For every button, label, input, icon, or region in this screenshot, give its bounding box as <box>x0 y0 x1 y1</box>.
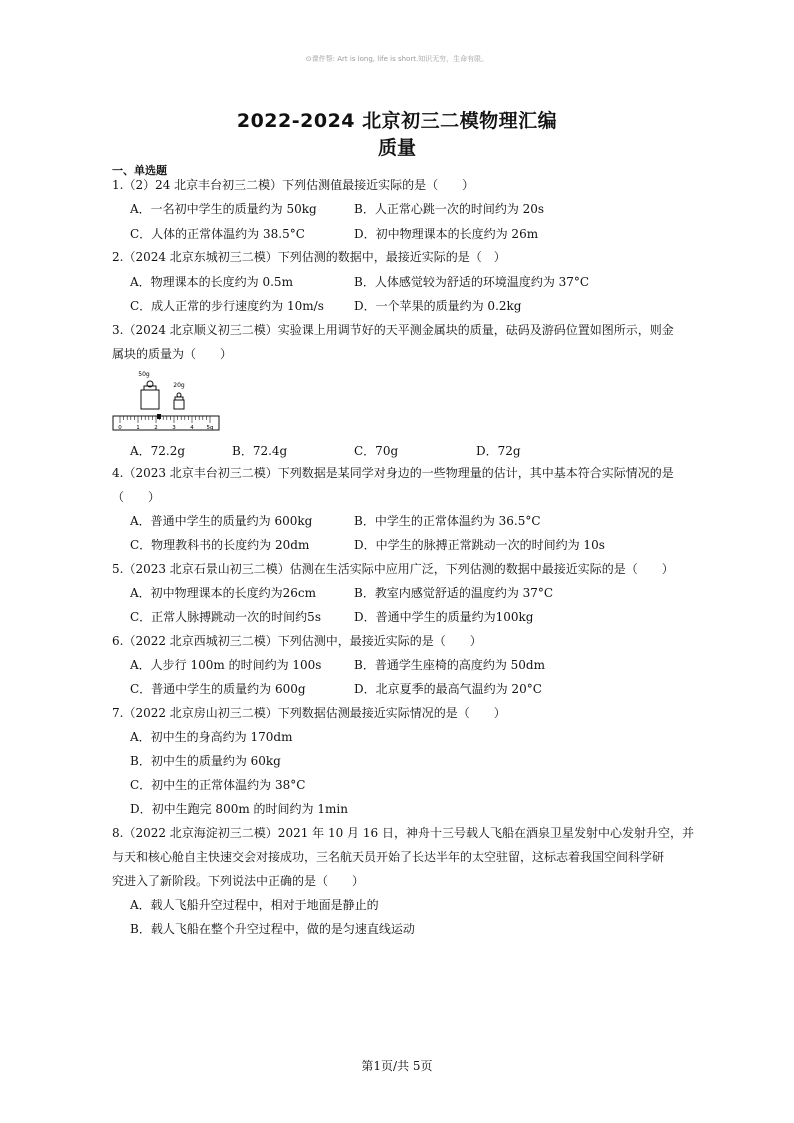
q4-option-d: D．中学生的脉搏正常跳动一次的时间约为 10s <box>354 538 605 552</box>
q7-option-b: B．初中生的质量约为 60kg <box>130 754 281 768</box>
q7-option-a: A．初中生的身高约为 170dm <box>130 730 293 744</box>
q5-option-c: C．正常人脉搏跳动一次的时间约5s <box>130 610 321 624</box>
watermark: ⊙课件帮: Art is long, life is short.知识无穷，生命有限。 <box>305 55 489 63</box>
q6-option-b: B．普通学生座椅的高度约为 50dm <box>354 658 545 672</box>
q2-option-c: C．成人正常的步行速度约为 10m/s <box>130 299 324 313</box>
q3-stem-line1: 3.（2024 北京顺义初三二模）实验课上用调节好的天平测金属块的质量，砝码及游码位置如图所示，则金 <box>112 323 674 337</box>
q4-option-c: C．物理教科书的长度约为 20dm <box>130 538 310 552</box>
page-subtitle: 质量 <box>377 137 416 159</box>
q1-stem: 1.（2）24 北京丰台初三二模）下列估测值最接近实际的是（ ） <box>112 178 475 192</box>
q5-option-a: A．初中物理课本的长度约为26cm <box>130 586 317 600</box>
q8-stem-line1: 8.（2022 北京海淀初三二模）2021 年 10 月 16 日，神舟十三号载人飞船在酒泉卫星发射中心发射升空，并 <box>112 826 694 840</box>
page-footer: 第1页/共 5页 <box>361 1059 433 1073</box>
q4-stem-line2: （ ） <box>112 490 161 504</box>
q6-option-c: C．普通中学生的质量约为 600g <box>130 682 306 696</box>
ruler-label: 2 <box>154 425 158 431</box>
ruler-label: 0 <box>118 425 122 431</box>
q5-option-d: D．普通中学生的质量约为100kg <box>354 610 534 624</box>
section-heading: 一、单选题 <box>112 164 167 177</box>
q3-stem-line2: 属块的质量为（ ） <box>112 347 233 361</box>
q6-option-a: A．人步行 100m 的时间约为 100s <box>130 658 322 672</box>
q6-stem: 6.（2022 北京西城初三二模）下列估测中，最接近实际的是（ ） <box>112 634 482 648</box>
q8-stem-line3: 究进入了新阶段。下列说法中正确的是（ ） <box>112 874 365 888</box>
q3-option-c: C．70g <box>354 444 399 458</box>
q2-option-a: A．物理课本的长度约为 0.5m <box>130 275 293 289</box>
balance-weights-figure <box>112 368 222 432</box>
q8-option-b: B．载人飞船在整个升空过程中，做的是匀速直线运动 <box>130 922 415 936</box>
q5-stem: 5.（2023 北京石景山初三二模）估测在生活实际中应用广泛，下列估测的数据中最接近实际的是（ ） <box>112 562 674 576</box>
q8-option-a: A．载人飞船升空过程中，相对于地面是静止的 <box>130 898 379 912</box>
q1-option-d: D．初中物理课本的长度约为 26m <box>354 227 539 241</box>
q1-option-a: A．一名初中学生的质量约为 50kg <box>130 202 317 216</box>
weight-20g-label: 20g <box>173 382 185 389</box>
q5-option-b: B．教室内感觉舒适的温度约为 37°C <box>354 586 554 600</box>
ruler-label: 5g <box>206 425 214 431</box>
q7-stem: 7.（2022 北京房山初三二模）下列数据估测最接近实际情况的是（ ） <box>112 706 506 720</box>
q3-option-b: B．72.4g <box>232 444 288 458</box>
q4-option-a: A．普通中学生的质量约为 600kg <box>130 514 313 528</box>
q1-option-b: B．人正常心跳一次的时间约为 20s <box>354 202 545 216</box>
q1-option-c: C．人体的正常体温约为 38.5°C <box>130 227 305 241</box>
ruler-label: 4 <box>190 425 194 431</box>
q8-stem-line2: 与天和核心舱自主快速交会对接成功，三名航天员开始了长达半年的太空驻留，这标志着我国空间科学研 <box>112 850 665 864</box>
ruler-label: 1 <box>136 425 140 431</box>
q7-option-c: C．初中生的正常体温约为 38°C <box>130 778 306 792</box>
q3-option-a: A．72.2g <box>130 444 186 458</box>
q6-option-d: D．北京夏季的最高气温约为 20°C <box>354 682 542 696</box>
q4-stem-line1: 4.（2023 北京丰台初三二模）下列数据是某同学对身边的一些物理量的估计，其中基本符合实际情况的是 <box>112 466 674 480</box>
page-title: 2022-2024 北京初三二模物理汇编 <box>236 110 558 132</box>
q2-option-d: D．一个苹果的质量约为 0.2kg <box>354 299 522 313</box>
q7-option-d: D．初中生跑完 800m 的时间约为 1min <box>130 802 348 816</box>
ruler-label: 3 <box>172 425 176 431</box>
q2-option-b: B．人体感觉较为舒适的环境温度约为 37°C <box>354 275 590 289</box>
q2-stem: 2.（2024 北京东城初三二模）下列估测的数据中，最接近实际的是（ ） <box>112 250 506 264</box>
weight-50g-label: 50g <box>138 371 150 378</box>
q3-option-d: D．72g <box>476 444 521 458</box>
q4-option-b: B．中学生的正常体温约为 36.5°C <box>354 514 541 528</box>
